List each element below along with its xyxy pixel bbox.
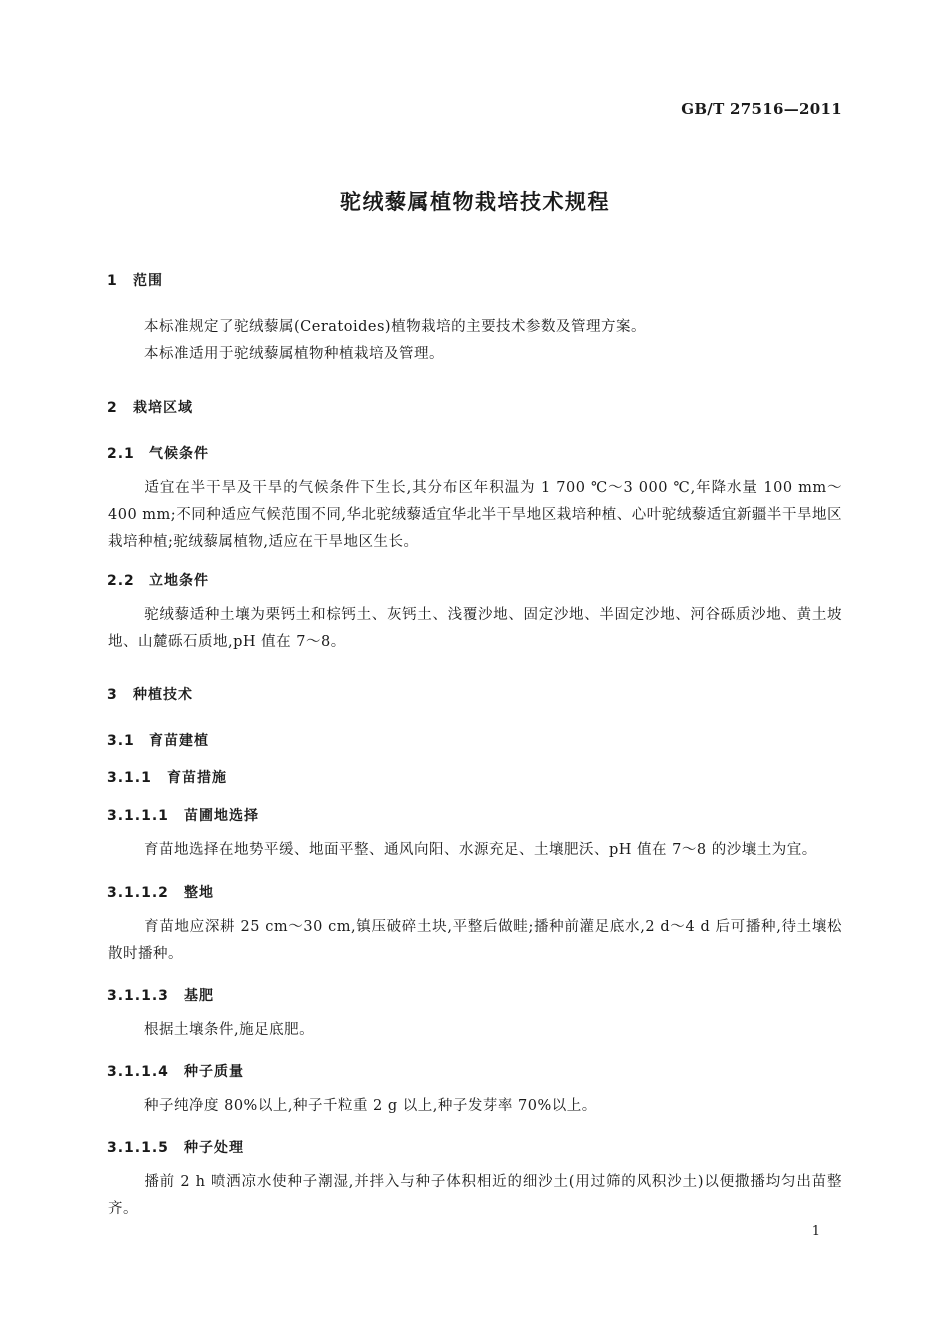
heading-2-1 (107, 443, 209, 463)
paragraph-seed-treatment (108, 1169, 842, 1223)
heading-3-1-1-3 (107, 985, 214, 1005)
heading-3-1-1 (107, 767, 227, 787)
page-number: 1 (811, 1224, 820, 1239)
paragraph-text: 驼绒藜适种土壤为栗钙土和棕钙土、灰钙土、浅覆沙地、固定沙地、半固定沙地、河谷砾质沙地、黄土坡地、山麓砾石质地,pH 值在 7～8。 (108, 607, 842, 650)
heading-number: 3.1.1.5 (107, 1140, 169, 1156)
paragraph-scope-2 (108, 341, 842, 368)
heading-3-1-1-2 (107, 882, 214, 902)
paragraph-land-prep (108, 914, 842, 968)
paragraph-seed-quality (108, 1093, 842, 1120)
heading-text: 气候条件 (149, 446, 209, 462)
heading-number: 3.1.1.1 (107, 808, 169, 824)
paragraph-text: 育苗地选择在地势平缓、地面平整、通风向阳、水源充足、土壤肥沃、pH 值在 7～8 的沙壤土为宜。 (144, 842, 817, 858)
paragraph-climate (108, 475, 842, 556)
heading-text: 整地 (184, 885, 214, 901)
paragraph-fertilizer (108, 1017, 842, 1044)
heading-text: 育苗措施 (167, 770, 227, 786)
heading-number: 1 (107, 273, 118, 289)
heading-number: 2.2 (107, 573, 135, 589)
standard-code: GB/T 27516—2011 (681, 100, 842, 118)
heading-text: 种子质量 (184, 1064, 244, 1080)
heading-number: 3.1.1.4 (107, 1064, 169, 1080)
paragraph-text: 本标准规定了驼绒藜属(Ceratoides)植物栽培的主要技术参数及管理方案。 (144, 319, 647, 335)
heading-text: 立地条件 (149, 573, 209, 589)
heading-text: 种子处理 (184, 1140, 244, 1156)
heading-number: 3 (107, 687, 118, 703)
document-title: 驼绒藜属植物栽培技术规程 (340, 190, 610, 214)
heading-1 (107, 270, 163, 290)
heading-number: 3.1.1.2 (107, 885, 169, 901)
heading-number: 3.1.1 (107, 770, 152, 786)
paragraph-text: 本标准适用于驼绒藜属植物种植栽培及管理。 (144, 346, 444, 362)
heading-number: 2 (107, 400, 118, 416)
paragraph-text: 育苗地应深耕 25 cm～30 cm,镇压破碎土块,平整后做畦;播种前灌足底水,2 d～4 d 后可播种,待土壤松散时播种。 (108, 919, 842, 962)
paragraph-text: 播前 2 h 喷洒凉水使种子潮湿,并拌入与种子体积相近的细沙土(用过筛的风积沙土)以便撒播均匀出苗整齐。 (108, 1174, 842, 1217)
heading-text: 种植技术 (133, 687, 193, 703)
heading-text: 基肥 (184, 988, 214, 1004)
heading-3 (107, 684, 193, 704)
heading-3-1-1-4 (107, 1061, 244, 1081)
paragraph-scope-1 (108, 314, 842, 341)
heading-2-2 (107, 570, 209, 590)
heading-text: 苗圃地选择 (184, 808, 259, 824)
heading-text: 栽培区域 (133, 400, 193, 416)
heading-2 (107, 397, 193, 417)
paragraph-text: 种子纯净度 80%以上,种子千粒重 2 g 以上,种子发芽率 70%以上。 (144, 1098, 597, 1114)
heading-text: 范围 (133, 273, 163, 289)
heading-text: 育苗建植 (149, 733, 209, 749)
heading-number: 3.1 (107, 733, 135, 749)
heading-number: 2.1 (107, 446, 135, 462)
paragraph-text: 根据土壤条件,施足底肥。 (144, 1022, 315, 1038)
paragraph-nursery-site (108, 837, 842, 864)
paragraph-site (108, 602, 842, 656)
heading-3-1-1-1 (107, 805, 259, 825)
paragraph-text: 适宜在半干旱及干旱的气候条件下生长,其分布区年积温为 1 700 ℃～3 000 ℃,年降水量 100 mm～400 mm;不同种适应气候范围不同,华北驼绒藜适宜华北半干旱地区栽培种植、心叶驼绒藜适宜新疆半干旱地区栽培种植;驼绒藜属植物,适应在干旱地区生长。 (108, 480, 842, 550)
heading-3-1 (107, 730, 209, 750)
heading-number: 3.1.1.3 (107, 988, 169, 1004)
heading-3-1-1-5 (107, 1137, 244, 1157)
